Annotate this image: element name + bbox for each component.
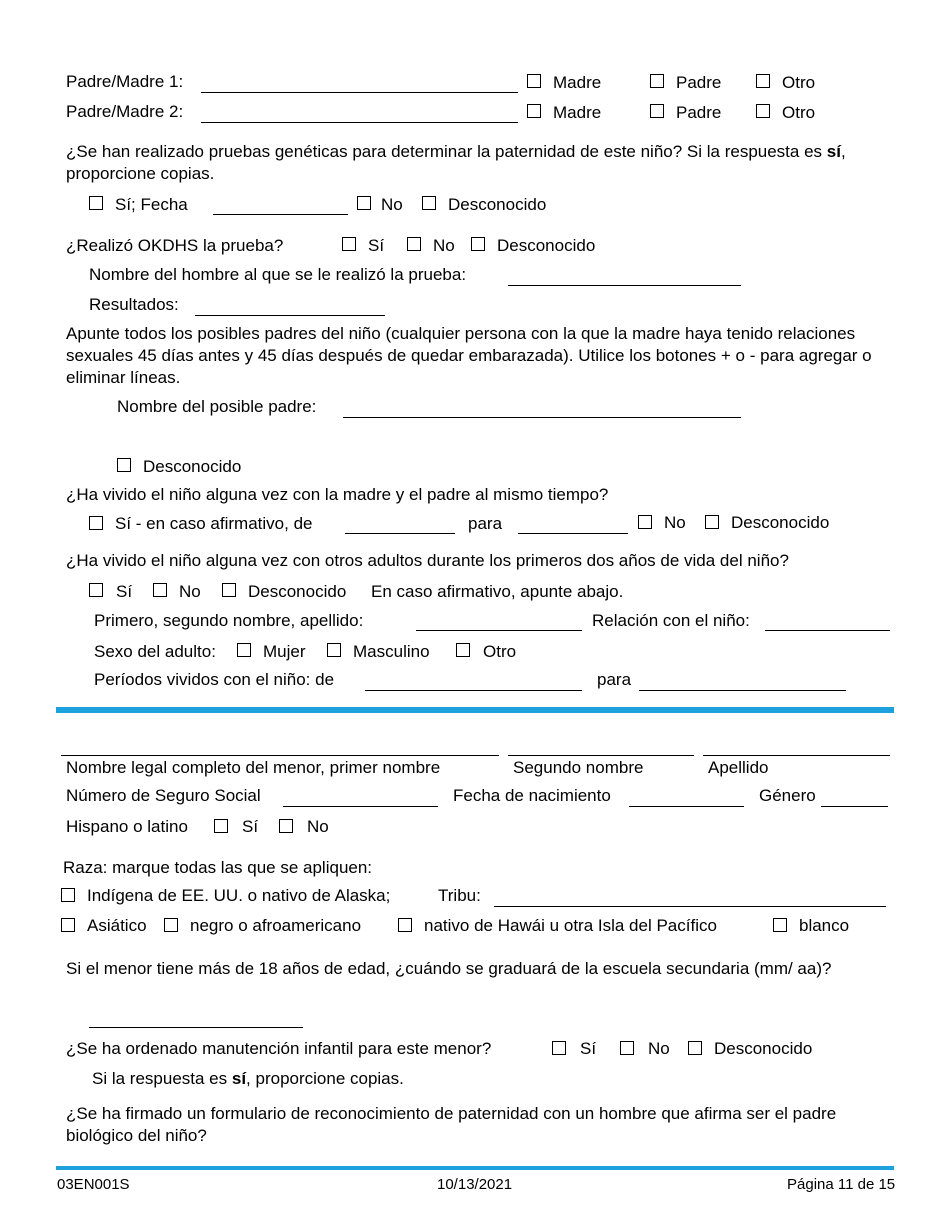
other-adults-si-label: Sí [116,582,133,601]
race-hawaii-label: nativo de Hawái u otra Isla del Pacífico [424,916,717,935]
child-support-si-checkbox[interactable] [552,1041,566,1055]
adult-periods-para-label: para [597,670,632,689]
adult-periods-label: Períodos vividos con el niño: de [94,670,335,689]
child-support-no-checkbox[interactable] [620,1041,634,1055]
race-black-label: negro o afroamericano [190,916,362,935]
adult-sex-male-checkbox[interactable] [327,643,341,657]
lived-both-from-field[interactable] [345,533,455,534]
parent1-otro-checkbox[interactable] [756,74,770,88]
adult-periods-from-field[interactable] [365,690,582,691]
minor-last-name-label: Apellido [708,758,769,777]
possible-father-unknown-checkbox[interactable] [117,458,131,472]
ssn-label: Número de Seguro Social [66,786,261,805]
parent2-madre-checkbox[interactable] [527,104,541,118]
race-white-label: blanco [799,916,850,935]
child-support-si-label: Sí [580,1039,597,1058]
tested-man-name-field[interactable] [508,285,741,286]
other-adults-unknown-label: Desconocido [248,582,347,601]
genetic-test-question: ¿Se han realizado pruebas genéticas para determinar la paternidad de este niño? Si la respuesta es sí, proporcione copias. [66,142,846,183]
okdhs-no-label: No [433,236,455,255]
parent1-padre-checkbox[interactable] [650,74,664,88]
lived-both-si-label: Sí - en caso afirmativo, de [115,514,313,533]
possible-father-unknown-label: Desconocido [143,457,242,476]
race-white-checkbox[interactable] [773,918,787,932]
parent1-madre-label: Madre [553,73,602,92]
adult-sex-label: Sexo del adulto: [94,642,216,661]
tested-man-name-label: Nombre del hombre al que se le realizó la prueba: [89,265,467,284]
dob-label: Fecha de nacimiento [453,786,611,805]
okdhs-si-checkbox[interactable] [342,237,356,251]
other-adults-if-yes: En caso afirmativo, apunte abajo. [371,582,624,601]
lived-both-para-label: para [468,514,503,533]
lived-both-question: ¿Ha vivido el niño alguna vez con la madre y el padre al mismo tiempo? [66,485,609,504]
race-hawaii-checkbox[interactable] [398,918,412,932]
graduation-question: Si el menor tiene más de 18 años de edad, ¿cuándo se graduará de la escuela secundaria (mm/ aa)? [66,959,832,978]
race-asian-checkbox[interactable] [61,918,75,932]
graduation-date-field[interactable] [89,1027,303,1028]
parent1-madre-checkbox[interactable] [527,74,541,88]
parent2-otro-label: Otro [782,103,816,122]
lived-both-unknown-label: Desconocido [731,513,830,532]
dob-field[interactable] [629,806,744,807]
gender-field[interactable] [821,806,888,807]
results-label: Resultados: [89,295,179,314]
parent2-madre-label: Madre [553,103,602,122]
results-field[interactable] [195,315,385,316]
okdhs-unknown-checkbox[interactable] [471,237,485,251]
hispanic-no-checkbox[interactable] [279,819,293,833]
genetic-unknown-label: Desconocido [448,195,547,214]
adult-periods-to-field[interactable] [639,690,846,691]
lived-both-si-checkbox[interactable] [89,516,103,530]
possible-father-name-label: Nombre del posible padre: [117,397,317,416]
okdhs-unknown-label: Desconocido [497,236,596,255]
adult-sex-female-checkbox[interactable] [237,643,251,657]
parent1-otro-label: Otro [782,73,816,92]
race-black-checkbox[interactable] [164,918,178,932]
other-adults-no-label: No [179,582,201,601]
genetic-no-label: No [381,195,403,214]
genetic-date-field[interactable] [213,214,348,215]
footer-rule [56,1166,894,1170]
minor-middle-name-label: Segundo nombre [513,758,644,777]
lived-both-to-field[interactable] [518,533,628,534]
possible-father-name-field[interactable] [343,417,741,418]
adult-name-field[interactable] [416,630,582,631]
race-label: Raza: marque todas las que se apliquen: [63,858,373,877]
adult-sex-other-label: Otro [483,642,517,661]
genetic-no-checkbox[interactable] [357,196,371,210]
minor-last-name-field[interactable] [703,755,890,756]
parent2-label: Padre/Madre 2: [66,102,184,121]
hispanic-label: Hispano o latino [66,817,188,836]
okdhs-si-label: Sí [368,236,385,255]
hispanic-no-label: No [307,817,329,836]
okdhs-question: ¿Realizó OKDHS la prueba? [66,236,284,255]
child-support-unknown-checkbox[interactable] [688,1041,702,1055]
okdhs-no-checkbox[interactable] [407,237,421,251]
parent1-name-field[interactable] [201,92,518,93]
gender-label: Género [759,786,816,805]
genetic-unknown-checkbox[interactable] [422,196,436,210]
child-support-no-label: No [648,1039,670,1058]
footer-form-code: 03EN001S [57,1176,130,1193]
other-adults-question: ¿Ha vivido el niño alguna vez con otros adultos durante los primeros dos años de vida del niño? [66,551,789,570]
parent2-padre-label: Padre [676,103,722,122]
genetic-si-checkbox[interactable] [89,196,103,210]
genetic-si-fecha-label: Sí; Fecha [115,195,188,214]
hispanic-si-checkbox[interactable] [214,819,228,833]
adult-relation-label: Relación con el niño: [592,611,750,630]
other-adults-unknown-checkbox[interactable] [222,583,236,597]
tribe-field[interactable] [494,906,886,907]
minor-middle-name-field[interactable] [508,755,694,756]
adult-sex-other-checkbox[interactable] [456,643,470,657]
section-divider [56,707,894,713]
lived-both-no-checkbox[interactable] [638,515,652,529]
parent2-padre-checkbox[interactable] [650,104,664,118]
adult-name-label: Primero, segundo nombre, apellido: [94,611,364,630]
race-native-label: Indígena de EE. UU. o nativo de Alaska; [87,886,391,905]
ssn-field[interactable] [283,806,438,807]
parent1-label: Padre/Madre 1: [66,72,184,91]
lived-both-unknown-checkbox[interactable] [705,515,719,529]
race-native-checkbox[interactable] [61,888,75,902]
parent2-otro-checkbox[interactable] [756,104,770,118]
child-support-unknown-label: Desconocido [714,1039,813,1058]
minor-first-name-label: Nombre legal completo del menor, primer nombre [66,758,441,777]
hispanic-si-label: Sí [242,817,259,836]
parent1-padre-label: Padre [676,73,722,92]
child-support-copies-note: Si la respuesta es sí, proporcione copias. [92,1069,404,1088]
footer-page-number: Página 11 de 15 [787,1176,896,1193]
adult-sex-male-label: Masculino [353,642,430,661]
tribe-label: Tribu: [438,886,481,905]
footer-date: 10/13/2021 [437,1176,513,1193]
minor-first-name-field[interactable] [61,755,499,756]
race-asian-label: Asiático [87,916,147,935]
parent2-name-field[interactable] [201,122,518,123]
other-adults-no-checkbox[interactable] [153,583,167,597]
adult-relation-field[interactable] [765,630,890,631]
possible-fathers-instructions: Apunte todos los posibles padres del niño (cualquier persona con la que la madre haya tenido relaciones sexuales 45 días antes y 45 días después de quedar embarazada). Utilice los botones + o - para agregar o eliminar líneas. [66,324,872,387]
other-adults-si-checkbox[interactable] [89,583,103,597]
lived-both-no-label: No [664,513,686,532]
paternity-question: ¿Se ha firmado un formulario de reconocimiento de paternidad con un hombre que afirma ser el padre biológico del niño? [66,1104,837,1145]
child-support-question: ¿Se ha ordenado manutención infantil para este menor? [66,1039,492,1058]
adult-sex-female-label: Mujer [263,642,306,661]
